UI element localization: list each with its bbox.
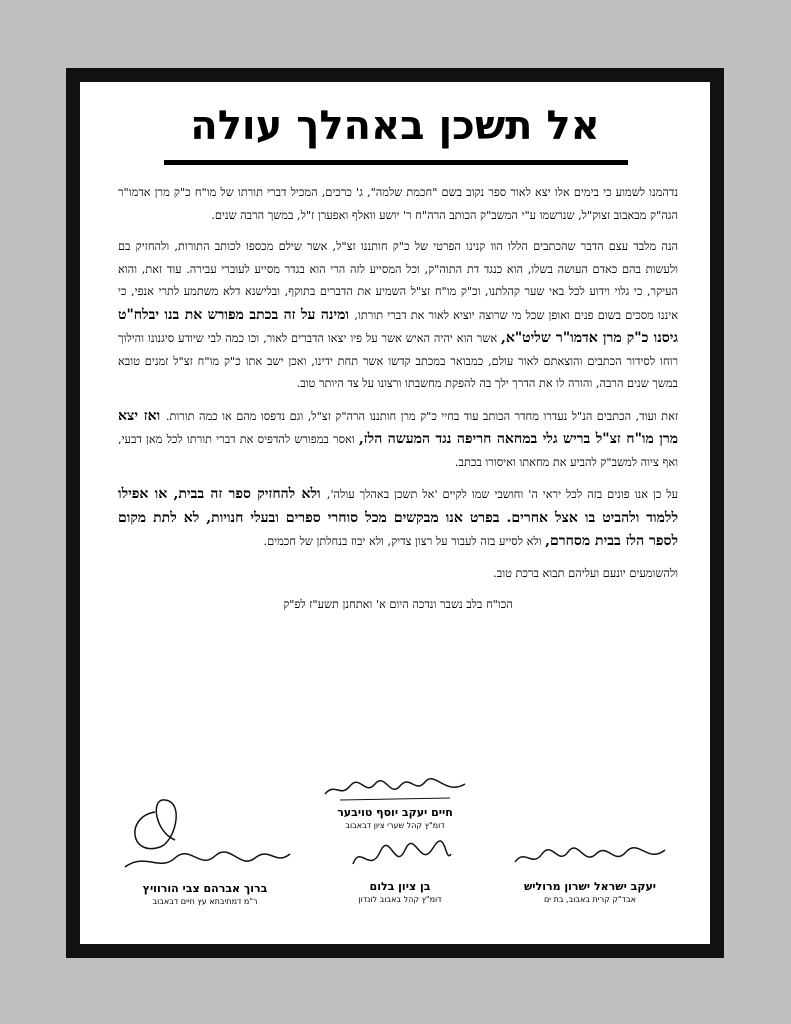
paragraph-intro: נדהמנו לשמוע כי בימים אלו יצא לאור ספר נקוב בשם "חכמת שלמה", ג' כרכים, המכיל דברי תורתו של מו"ח כ"ק מרן אדמו"ר הגה"ק מבאבוב זצוק"ל, שנרשמו ע"י המשב"ק הכותב הרה"ח ר' יושע וואלף ואפערן ז"ל, במשך הרבה שנים.: [118, 186, 678, 222]
paragraph-request: על כן אנו פונים בזה לכל יראי ה' וחושבי שמו לקיים 'אל תשכן באהלך עולה', ולא להחזיק ספר זה בבית, או אפילו ללמוד ולהביט בו אצל אחרים. בפרט אנו מבקשים מכל סוחרי ספרים ובעלי חנויות, לא לתת מקום לספר הלז בבית מסחרם, ולא לסייע בזה לעבור על רצון צדיק, ולא יבוז בנחלתן של חכמים.: [118, 486, 678, 549]
page-title: אל תשכן באהלך עולה: [190, 103, 600, 149]
handwritten-signature-icon: [115, 792, 295, 882]
signatures-block: [80, 772, 710, 922]
paragraph-protest: זאת ועוד, הכתבים הנ"ל נעדרו מחדר הכותב עוד בחיי כ"ק מרן חותננו הרה"ק זצ"ל, וגם נדפסו מהם או כמה תורות. ואז יצא מרן מו"ח זצ"ל בריש גלי במחאה חריפה נגד המעשה הלז, ואסר במפורש להדפיס את דברי תורתו לכל מאן דבעי, ואף ציוה למשב"ק להביע את מחאתו ואיסורו בכתב.: [118, 407, 678, 469]
signer-2: ברוך אברהם צבי הורוויץ ר"מ דמתיבתא עץ חיים דבאבוב: [110, 792, 300, 907]
signer-4: יעקב ישראל ישרון מרוליש אבד"ק קרית באבוב, בת ים: [500, 834, 680, 905]
document-frame: [66, 68, 724, 958]
title-underline: [164, 160, 628, 165]
handwritten-signature-icon: [320, 772, 470, 806]
signer-1: חיים יעקב יוסף טויבער דומ"ץ קהל שערי ציון דבאבוב: [295, 772, 495, 831]
closing-line: הכו"ח בלב נשבר ונדכה היום א' ואתחנן תשע"ז לפ"ק: [283, 598, 513, 611]
signer-3: בן ציון בלום דומ"ץ קהל באבוב לונדון: [325, 834, 475, 905]
paragraph-blessing: ולהשומעים יונעם ועליהם תבוא ברכת טוב.: [493, 566, 678, 580]
document-body: [118, 182, 678, 626]
paragraph-ownership: הנה מלבד עצם הדבר שהכתבים הללו הוו קנינו הפרטי של כ"ק חותננו זצ"ל, אשר שילם מכספו לכותב התורות, ולהחזיק בם ולעשות בהם כאדם העושה בשלו, הוא כנגד דת התוה"ק, וכל המסייע לזה הרי הוא בגדר מסייע לעוברי עבירה. עוד זאת, והוא העיקר, כי גלוי וידוע לכל באי שער קהלתנו, וכ"ק מו"ח זצ"ל השמיע את הדברים בתוקף, ובלישנא דלא משתמע לתרי אנפי, כי איננו מסכים בשום פנים ואופן שכל מי שרוצה יוציא לאור את דברי תורתו, ומינה על זה בכתב מפורש את בנו יבלח"ט גיסנו כ"ק מרן אדמו"ר שליט"א, אשר הוא יהיה האיש אשר על פיו יצאו הדברים לאור, וכו כמה לבי שיודע סיגנונו והילוך רוחו לסידור הכתבים והוצאתם לאור עולם, כמבואר במכתב קדשו אשר תחת ידינו, ואכן ישב אתו כ"ק מו"ח זצ"ל זמנים טובא במשך שנים הרבה, והורה לו את הדרך ילך בה להפקת מחשבתו ורצונו על צד היותר טוב.: [118, 240, 679, 390]
handwritten-signature-icon: [510, 834, 670, 880]
handwritten-signature-icon: [345, 834, 455, 880]
document-page: [80, 82, 710, 944]
